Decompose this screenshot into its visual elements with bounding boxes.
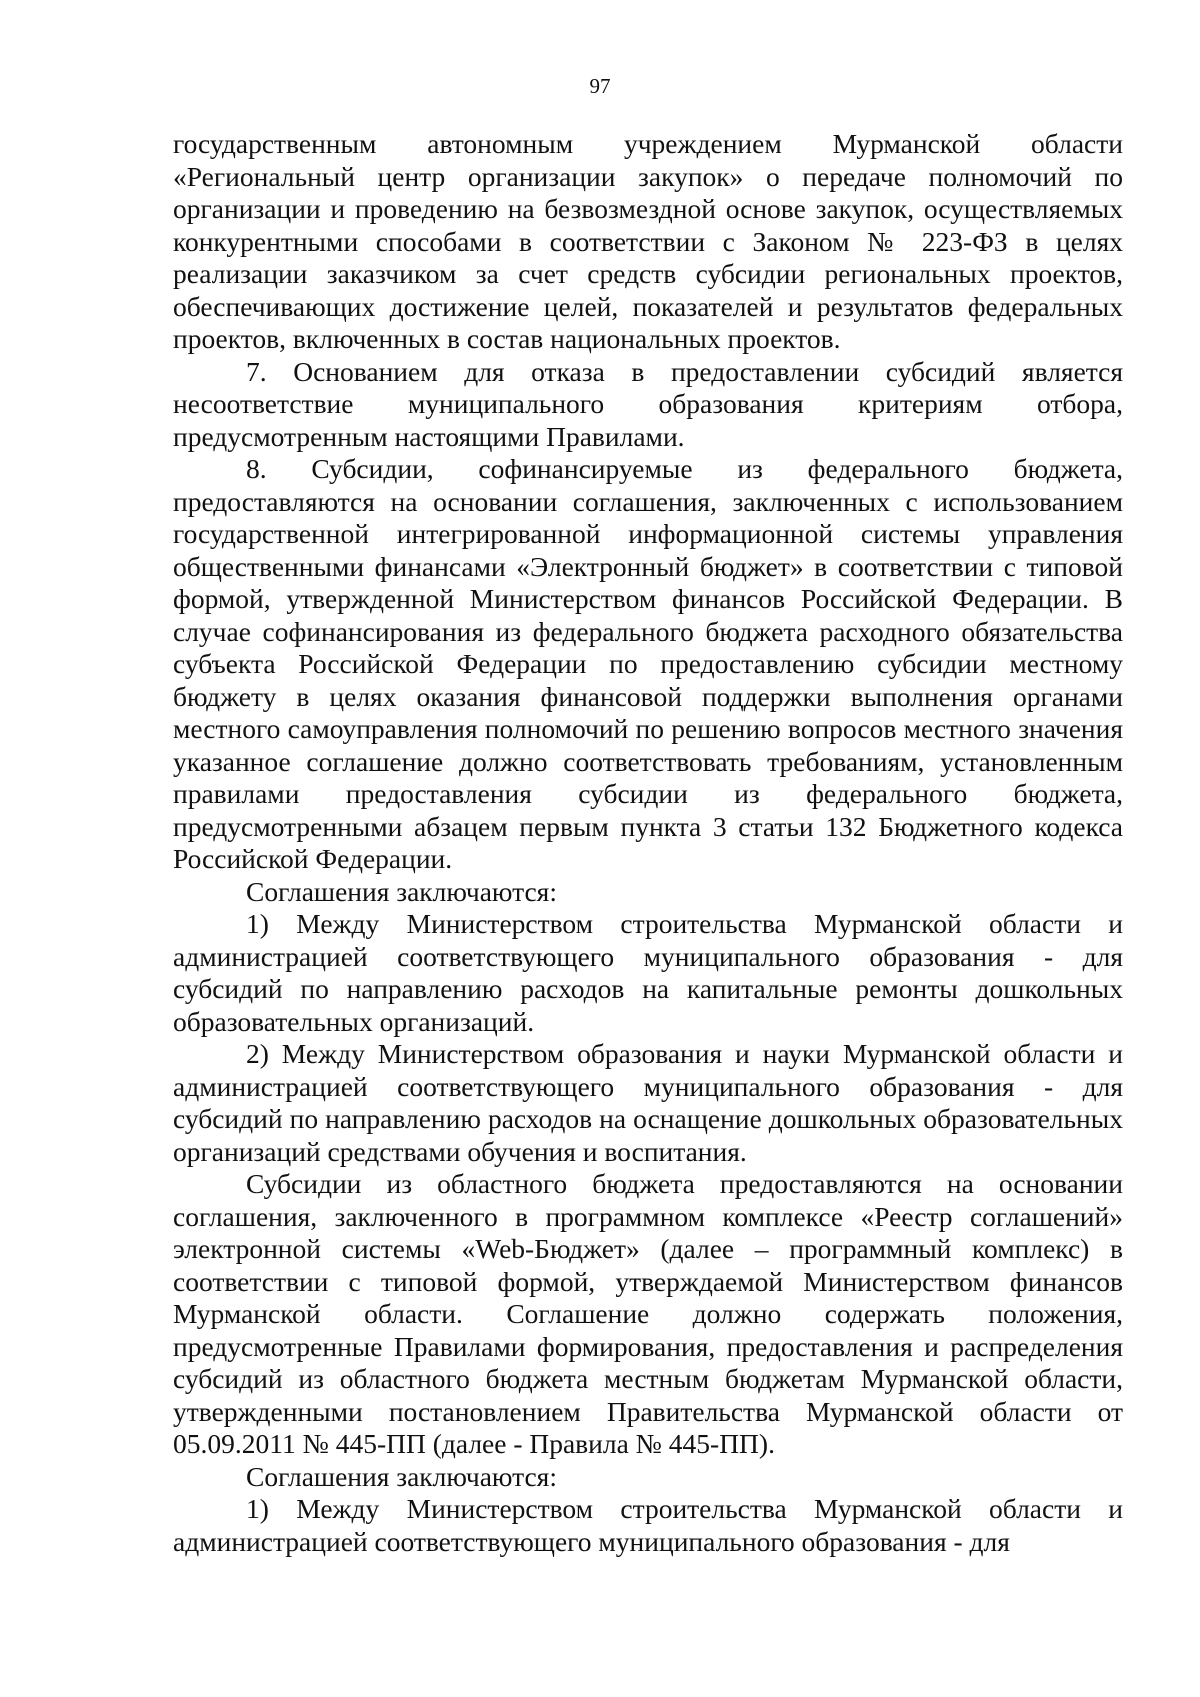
paragraph-subitem-2: 2) Между Министерством образования и науки Мурманской области и администрацией соответствующего муниципального образования - для субсидий по направлению расходов на оснащение дошкольных образовательных организаций средствами обучения и воспитания. bbox=[173, 1038, 1123, 1167]
paragraph-item-7: 7. Основанием для отказа в предоставлении субсидий является несоответствие муниципального образования критериям отбора, предусмотренным настоящими Правилами. bbox=[173, 355, 1123, 452]
paragraph-item-8: 8. Субсидии, софинансируемые из федерального бюджета, предоставляются на основании соглашения, заключенных с использованием государственной интегрированной информационной системы управления общественными финансами «Электронный бюджет» в соответствии с типовой формой, утвержденной Министерством финансов Российской Федерации. В случае софинансирования из федерального бюджета расходного обязательства субъекта Российской Федерации по предоставлению субсидии местному бюджету в целях оказания финансовой поддержки выполнения органами местного самоуправления полномочий по решению вопросов местного значения указанное соглашение должно соответствовать требованиям, установленным правилами предоставления субсидии из федерального бюджета, предусмотренными абзацем первым пункта 3 статьи 132 Бюджетного кодекса Российской Федерации. bbox=[173, 453, 1123, 874]
paragraph-agreements-heading-1: Соглашения заключаются: bbox=[246, 875, 557, 907]
paragraph-agreements-heading-2: Соглашения заключаются: bbox=[246, 1460, 557, 1492]
paragraph-regional-subsidies: Субсидии из областного бюджета предоставляются на основании соглашения, заключенного в программном комплексе «Реестр соглашений» электронной системы «Web-Бюджет» (далее – программный комплекс) в соответствии с типовой формой, утверждаемой Министерством финансов Мурманской области. Соглашение должно содержать положения, предусмотренные Правилами формирования, предоставления и распределения субсидий из областного бюджета местным бюджетам Мурманской области, утвержденными постановлением Правительства Мурманской области от 05.09.2011 № 445-ПП (далее - Правила № 445-ПП). bbox=[173, 1168, 1123, 1459]
paragraph-continuation: государственным автономным учреждением Мурманской области «Региональный центр организации закупок» о передаче полномочий по организации и проведению на безвозмездной основе закупок, осуществляемых конкурентными способами в соответствии с Законом № 223-ФЗ в целях реализации заказчиком за счет средств субсидии региональных проектов, обеспечивающих достижение целей, показателей и результатов федеральных проектов, включенных в состав национальных проектов. bbox=[173, 128, 1123, 354]
paragraph-subitem-1-continued: 1) Между Министерством строительства Мурманской области и администрацией соответствующего муниципального образования - для bbox=[173, 1493, 1123, 1557]
document-body bbox=[173, 128, 1123, 1558]
paragraph-subitem-1: 1) Между Министерством строительства Мурманской области и администрацией соответствующего муниципального образования - для субсидий по направлению расходов на капитальные ремонты дошкольных образовательных организаций. bbox=[173, 908, 1123, 1037]
page-number: 97 bbox=[589, 74, 611, 98]
